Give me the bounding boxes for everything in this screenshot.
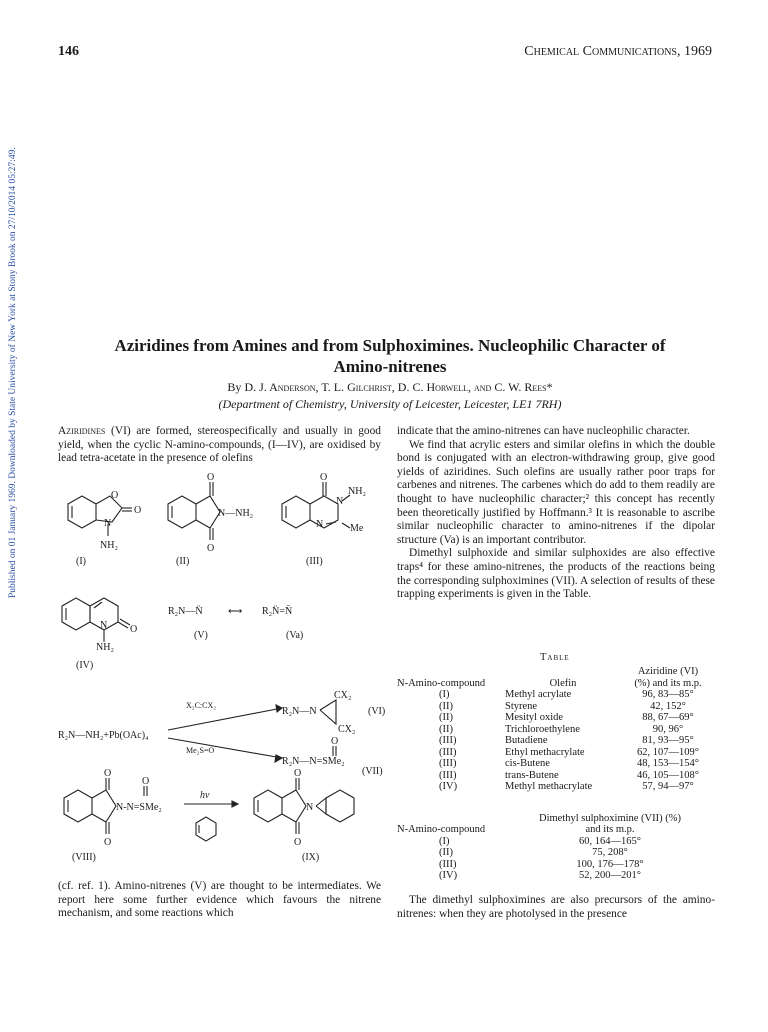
- table-cell: (III): [439, 858, 457, 870]
- page-number: 146: [58, 44, 79, 59]
- reactants: R₂N—NH₂+Pb(OAc)₄: [58, 730, 149, 741]
- table-cell: Trichloroethylene: [505, 723, 580, 735]
- struct-ix-o-top: O: [294, 768, 302, 779]
- table-cell: trans-Butene: [505, 769, 559, 781]
- resonance-arrow: ⟷: [228, 606, 243, 617]
- struct-viii-o-top: O: [104, 768, 112, 779]
- struct-i-nh2: NH₂: [100, 540, 118, 551]
- product-vi-cx2a: CX₂: [334, 690, 352, 701]
- struct-va: R₂N̈=N̄: [262, 606, 293, 617]
- title-line-2: Amino-nitrenes: [333, 357, 447, 376]
- reagent-olefin: X₂C:CX₂: [186, 701, 217, 710]
- t1-col3-line2: (%) and its m.p.: [634, 677, 702, 689]
- table-row: [397, 689, 715, 701]
- table-cell: Methyl methacrylate: [505, 781, 593, 792]
- struct-ix-n: N: [306, 802, 314, 813]
- table-cell: Butadiene: [505, 735, 548, 746]
- label-va: (Va): [286, 630, 304, 641]
- table-cell: (II): [439, 847, 453, 858]
- struct-ii-o-top: O: [207, 472, 215, 483]
- label-viii: (VIII): [72, 852, 96, 863]
- table-cell: (III): [439, 746, 457, 758]
- table-cell: 46, 105—108°: [637, 769, 699, 781]
- table-cell: 88, 67—69°: [642, 712, 694, 723]
- table-cell: 75, 208°: [592, 847, 628, 858]
- product-vii-o: O: [331, 736, 339, 747]
- table-row: [397, 870, 715, 882]
- affiliation: (Department of Chemistry, University of Leicester, Leicester, LE1 7RH): [218, 397, 562, 411]
- right-paragraph-4: The dimethyl sulphoximines are also precursors of the amino-nitrenes: when they are photolysed in the presence: [397, 894, 715, 920]
- label-vi: (VI): [368, 706, 386, 717]
- product-vi-cx2b: CX₂: [338, 724, 356, 735]
- struct-ii-n-nh2: N—NH₂: [218, 508, 254, 519]
- table-cell: (I): [439, 689, 450, 700]
- table-cell: (III): [439, 758, 457, 769]
- table-cell: (III): [439, 735, 457, 746]
- struct-v: R₂N—N̈: [168, 606, 203, 617]
- results-table: [397, 666, 715, 882]
- table-row: [397, 758, 715, 770]
- struct-ii-o-bottom: O: [207, 543, 215, 554]
- struct-viii-sub: N-N=SMe₂: [116, 802, 162, 813]
- table-row: [397, 847, 715, 859]
- table-row: [397, 724, 715, 736]
- struct-iii-n1: N: [336, 496, 344, 507]
- table-row: [397, 701, 715, 713]
- table-cell: (III): [439, 769, 457, 781]
- struct-ix-o-bottom: O: [294, 837, 302, 848]
- struct-i-n: N: [104, 518, 112, 529]
- table-cell: 57, 94—97°: [642, 781, 694, 792]
- table-row: [397, 747, 715, 759]
- right-paragraph-2: We find that acrylic esters and similar olefins in which the double bond is conjugated with an electron-withdrawing group, give good yields of aziridines. Such olefins are usually rather poor traps for carbenes and nitrenes. The carbenes which do add to them readily are thought to have nucleophilic character;² this concept has recently been theoretically justified by Hoffmann.³ It is reasonable to ascribe similar nucleophilic character to amino-nitrenes if the dipolar structure (Va) is an important contributor.: [397, 438, 715, 546]
- table-cell: 62, 107—109°: [637, 746, 699, 758]
- right-paragraph-1: indicate that the amino-nitrenes can have nucleophilic character.: [397, 425, 690, 437]
- byline: [40, 380, 740, 395]
- struct-viii-o-bottom: O: [104, 837, 112, 848]
- struct-iv-o: O: [130, 624, 138, 635]
- t2-col1-header: N-Amino-compound: [397, 824, 486, 835]
- left-end-paragraph: (cf. ref. 1). Amino-nitrenes (V) are thought to be intermediates. We report here some further evidence which favours the nitrene mechanism, and some reactions which: [58, 880, 381, 920]
- intro-lead-word: Aziridines: [58, 425, 106, 437]
- product-vi-r2n: R₂N—N: [282, 706, 317, 717]
- table-cell: Ethyl methacrylate: [505, 746, 585, 758]
- table-cell: 52, 200—201°: [579, 870, 641, 881]
- table-cell: Styrene: [505, 700, 538, 712]
- table-cell: (II): [439, 700, 453, 712]
- label-iii: (III): [306, 556, 323, 567]
- struct-iii-o: O: [320, 472, 328, 483]
- label-ix: (IX): [302, 852, 320, 863]
- intro-text: (VI) are formed, stereospecifically and usually in good yield, when the cyclic N-amino-compounds, (I—IV), are oxidised by lead tetra-acetate in the presence of olefins: [58, 425, 381, 465]
- table-cell: (I): [439, 835, 450, 847]
- running-header: Chemical Communications, 1969: [524, 44, 712, 59]
- struct-iii-n2: N: [316, 519, 324, 530]
- table-caption: Table: [540, 652, 570, 663]
- table-row: [397, 836, 715, 848]
- t1-col1-header: N-Amino-compound: [397, 677, 486, 689]
- reagent-dmso: Me₂S=O: [186, 746, 215, 755]
- struct-iii-nh2: NH₂: [348, 486, 366, 497]
- authors: D. J. Anderson, T. L. Gilchrist, D. C. Horwell, and C. W. Rees*: [244, 380, 553, 394]
- label-vii: (VII): [362, 766, 383, 777]
- table-cell: (II): [439, 712, 453, 723]
- download-note: Published on 01 January 1969. Downloaded by State University of New York at Stony Brook on 27/10/2014 05:27:49.: [8, 147, 18, 598]
- byline-prefix: By: [227, 380, 245, 394]
- structures-figure: [50, 468, 390, 880]
- table-cell: (IV): [439, 781, 458, 792]
- table-cell: Mesityl oxide: [505, 712, 564, 723]
- label-ii: (II): [176, 556, 190, 567]
- struct-iii-me: Me: [350, 523, 364, 534]
- t2-col2-line2: and its m.p.: [585, 824, 635, 835]
- right-column: [397, 425, 715, 602]
- hv-label: hν: [200, 790, 210, 801]
- left-intro-paragraph: [58, 425, 381, 466]
- table-row: [397, 735, 715, 747]
- table-cell: cis-Butene: [505, 758, 550, 769]
- label-i: (I): [76, 556, 86, 567]
- table-cell: 90, 96°: [652, 723, 684, 735]
- table-cell: 48, 153—154°: [637, 758, 699, 769]
- title-line-1: Aziridines from Amines and from Sulphoximines. Nucleophilic Character of: [114, 336, 666, 355]
- table-row: [397, 770, 715, 782]
- struct-iv-n: N: [100, 620, 108, 631]
- struct-i-o-carbonyl: O: [134, 505, 142, 516]
- table-cell: 96, 83—85°: [642, 689, 694, 700]
- t1-col3-line1: Aziridine (VI): [637, 666, 699, 677]
- article-title: [40, 335, 740, 377]
- t2-col2-line1: Dimethyl sulphoximine (VII) (%): [538, 812, 681, 824]
- label-iv: (IV): [76, 660, 94, 671]
- struct-viii-so: O: [142, 776, 150, 787]
- table-cell: 100, 176—178°: [576, 858, 644, 870]
- table-row: [397, 781, 715, 793]
- right-paragraph-3: Dimethyl sulphoxide and similar sulphoxides are also effective traps⁴ for these amino-nitrenes, the products of the reactions being the corresponding sulphoximines (VII). A selection of results of these trapping experiments is given in the Table.: [397, 547, 715, 601]
- t1-col2-header: Olefin: [549, 677, 577, 689]
- table-cell: (IV): [439, 870, 458, 881]
- product-vii: R₂N—N=SMe₂: [282, 756, 345, 767]
- table-row: [397, 859, 715, 871]
- table-row: [397, 712, 715, 724]
- struct-i-o-ring: O: [111, 490, 119, 501]
- table-cell: 60, 164—165°: [579, 835, 641, 847]
- table-cell: Methyl acrylate: [505, 689, 572, 700]
- table-cell: 81, 93—95°: [642, 735, 694, 746]
- table-cell: (II): [439, 723, 453, 735]
- label-v: (V): [194, 630, 208, 641]
- table-cell: 42, 152°: [650, 700, 686, 712]
- struct-iv-nh2: NH₂: [96, 642, 114, 653]
